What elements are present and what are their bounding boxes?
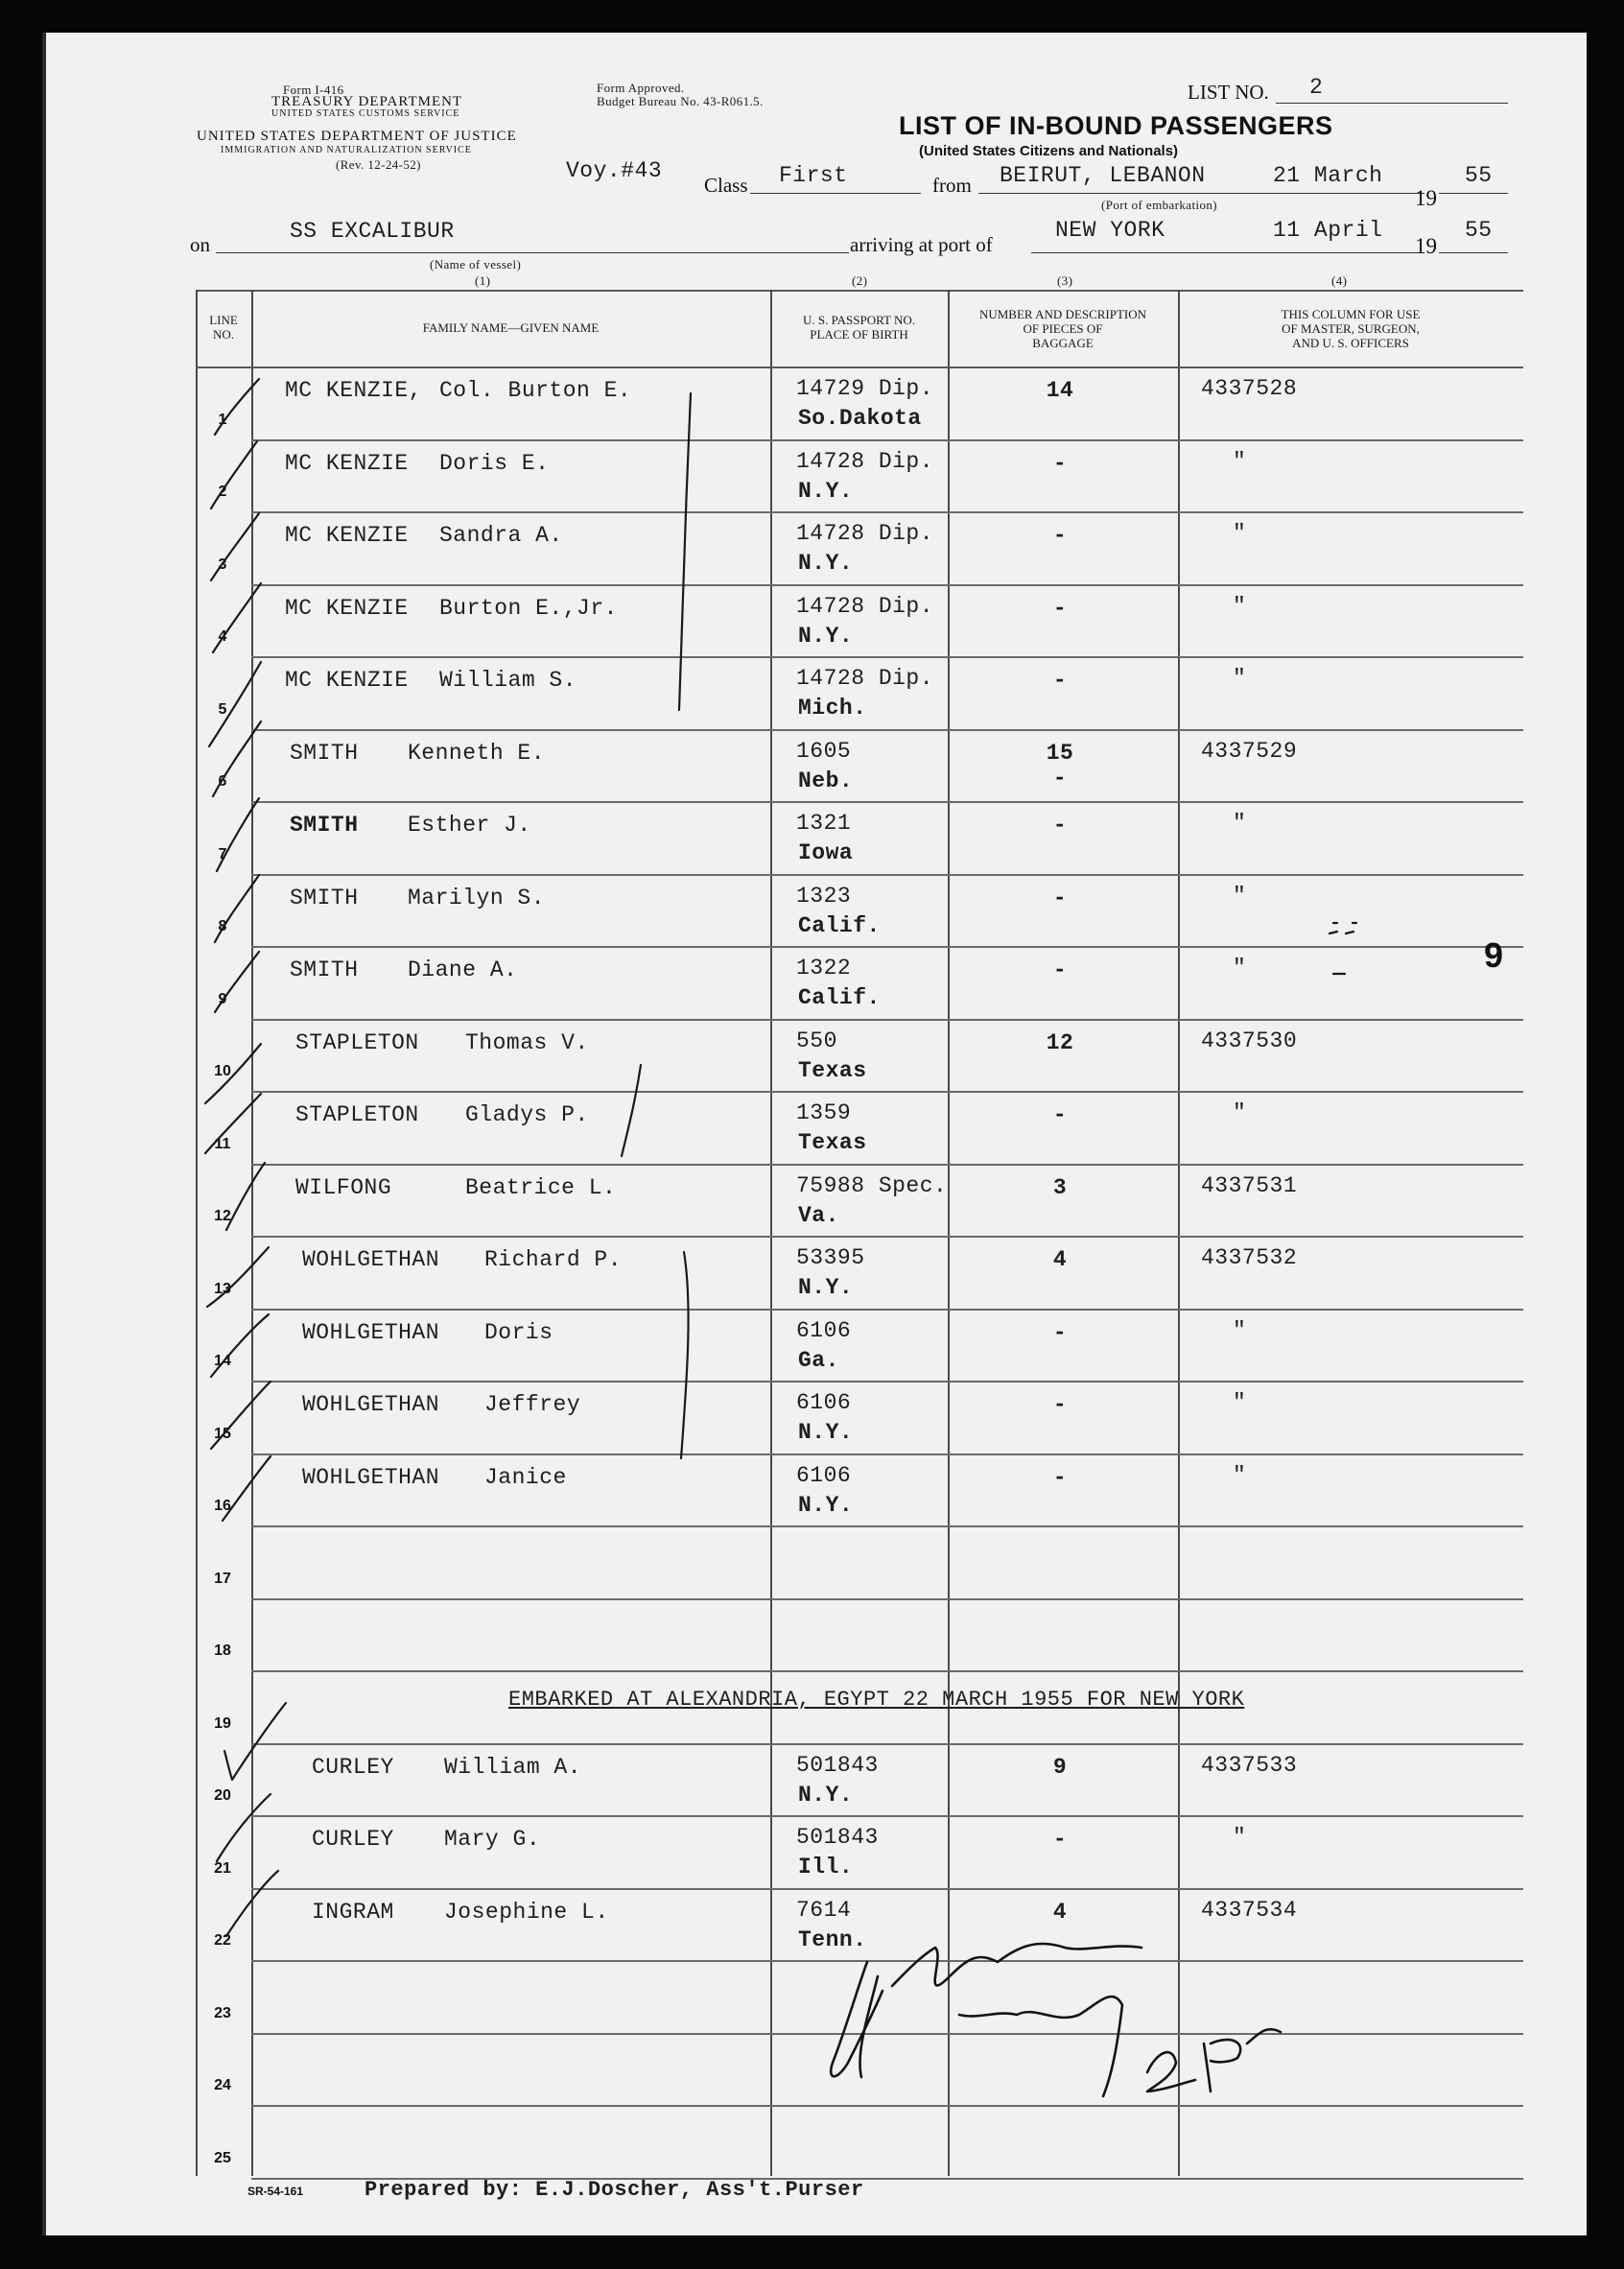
passport-number: 501843 [796,1825,879,1850]
family-name: WILFONG [295,1175,392,1200]
place-of-birth: Mich. [798,696,867,721]
given-name: William A. [444,1755,582,1780]
line-number: 20 [214,1787,231,1804]
baggage-count: - [1052,1102,1068,1127]
family-name: WOHLGETHAN [302,1247,440,1272]
place-of-birth: Va. [798,1203,839,1228]
officer-entry: 4337530 [1201,1028,1298,1053]
officer-entry: 4337533 [1201,1753,1298,1778]
arrival-date: 11 April [1273,218,1383,243]
footer-code: SR-54-161 [247,2185,304,2198]
on-label: on [190,233,210,256]
given-name: William S. [439,668,577,693]
check-mark [211,441,257,508]
baggage-count: 12 [1046,1030,1074,1055]
officer-entry: " [1233,1390,1247,1415]
family-name: STAPLETON [295,1030,419,1055]
passport-number: 6106 [796,1463,852,1488]
officer-entry: 4337528 [1201,376,1298,401]
embarkation-year: 55 [1465,163,1493,188]
officer-entry: 4337532 [1201,1245,1298,1270]
line-number: 21 [214,1860,231,1877]
family-name: MC KENZIE [285,596,409,621]
officer-entry: 4337534 [1201,1898,1298,1923]
given-name: Kenneth E. [408,741,546,766]
check-mark [211,513,259,580]
place-of-birth: Calif. [798,913,881,938]
line-number: 12 [214,1208,231,1224]
place-of-birth: N.Y. [798,1783,854,1808]
passport-number: 6106 [796,1318,852,1343]
line-number: 6 [218,773,227,790]
line-number: 18 [214,1643,231,1659]
baggage-count: - [1052,668,1068,693]
check-mark [211,1382,271,1449]
baggage-count: 3 [1052,1175,1068,1200]
given-name: Janice [484,1465,567,1490]
check-mark [226,1163,265,1230]
department-of-justice: UNITED STATES DEPARTMENT OF JUSTICE [197,129,517,144]
passport-number: 14729 Dip. [796,376,934,401]
given-name: Beatrice L. [465,1175,617,1200]
header-passport: U. S. PASSPORT NO. PLACE OF BIRTH [803,313,915,342]
baggage-count: - [1052,1320,1068,1345]
officer-entry: " [1233,884,1247,909]
given-name: Doris [484,1320,553,1345]
line-number: 19 [214,1715,231,1732]
family-name: SMITH [290,741,359,766]
passport-number: 1359 [796,1100,852,1125]
check-mark [207,1247,269,1307]
check-mark [226,1871,278,1936]
year-prefix: 19 [1415,234,1437,258]
column-number-2: (2) [852,273,868,288]
officer-entry: " [1233,1100,1247,1125]
check-mark [224,1703,286,1780]
arriving-label: arriving at port of [850,233,993,256]
officer-entry: " [1233,449,1247,474]
officer-entry: " [1233,521,1247,546]
baggage-count: - [1052,451,1068,476]
check-mark [215,875,259,942]
line-number: 3 [218,556,227,573]
passport-number: 7614 [796,1898,852,1923]
check-mark [213,583,261,652]
baggage-count: - [1052,813,1068,838]
family-name: MC KENZIE, [285,378,423,403]
family-name: STAPLETON [295,1102,419,1127]
check-mark [217,798,259,871]
family-name: CURLEY [312,1827,394,1852]
port-of-embarkation: BEIRUT, LEBANON [1000,163,1206,188]
line-number: 15 [214,1426,231,1442]
check-mark [213,721,261,796]
place-of-birth: Tenn. [798,1927,867,1952]
signature-image [831,1944,1281,2096]
given-name: Esther J. [408,813,531,838]
line-number: 9 [218,991,227,1007]
column-number-3: (3) [1057,273,1073,288]
page-title: LIST OF IN-BOUND PASSENGERS [899,111,1333,140]
line-number: 16 [214,1498,231,1514]
immigration-service: IMMIGRATION AND NATURALIZATION SERVICE [221,145,472,155]
check-mark [205,1094,261,1153]
list-no-label: LIST NO. [1188,81,1269,104]
class-value: First [779,163,848,188]
line-number: 1 [218,412,227,428]
arrival-year: 55 [1465,218,1493,243]
line-number: 25 [214,2150,231,2166]
line-number: 8 [218,918,227,934]
column-number-1: (1) [475,273,491,288]
place-of-birth: Texas [798,1058,867,1083]
check-mark [223,1456,271,1521]
place-of-birth: Iowa [798,840,854,865]
line-number: 5 [218,701,227,718]
officer-entry: " [1233,1463,1247,1488]
place-of-birth: N.Y. [798,551,854,576]
given-name: Col. Burton E. [439,378,632,403]
list-number: 2 [1309,75,1324,100]
passport-number: 14728 Dip. [796,521,934,546]
embarkation-note: EMBARKED AT ALEXANDRIA, EGYPT 22 MARCH 1955 FOR NEW YORK [508,1688,1245,1712]
passport-number: 53395 [796,1245,865,1270]
given-name: Thomas V. [465,1030,589,1055]
header-name: FAMILY NAME—GIVEN NAME [422,320,600,335]
baggage-count: 4 [1052,1247,1068,1272]
pencil-marks [1330,923,1356,974]
bracket-line [679,393,691,710]
baggage-count: - [1052,1392,1068,1417]
passport-number: 1323 [796,884,852,909]
given-name: Josephine L. [444,1900,609,1925]
place-of-birth: Texas [798,1130,867,1155]
line-number: 17 [214,1571,231,1587]
passport-number: 1322 [796,956,852,981]
arrival-port: NEW YORK [1055,218,1165,243]
baggage-count: - [1052,957,1068,982]
given-name: Jeffrey [484,1392,581,1417]
given-name: Diane A. [408,957,518,982]
voyage-number: Voy.#43 [566,158,663,183]
baggage-count: 4 [1052,1900,1068,1925]
line-number: 2 [218,484,227,500]
header-line-no: LINE NO. [209,313,238,342]
line-number: 14 [214,1353,231,1369]
bracket-line [622,1065,641,1156]
check-mark [215,379,259,435]
officer-entry: " [1233,1318,1247,1343]
family-name: SMITH [290,813,359,838]
place-of-birth: Ill. [798,1855,854,1879]
margin-mark: 9 [1484,935,1504,975]
family-name: SMITH [290,886,359,910]
from-label: from [932,174,972,197]
year-prefix: 19 [1415,186,1437,210]
baggage-count: 9 [1052,1755,1068,1780]
given-name: Sandra A. [439,523,563,548]
revision-date: (Rev. 12-24-52) [336,157,421,172]
family-name: WOHLGETHAN [302,1320,440,1345]
family-name: MC KENZIE [285,451,409,476]
place-of-birth: Calif. [798,985,881,1010]
vessel-name: SS EXCALIBUR [290,219,455,244]
passport-number: 1605 [796,739,852,764]
family-name: MC KENZIE [285,668,409,693]
place-of-birth: So.Dakota [798,406,922,431]
given-name: Marilyn S. [408,886,546,910]
officer-entry: " [1233,594,1247,619]
place-of-birth: Neb. [798,768,854,793]
officer-entry: 4337529 [1201,739,1298,764]
line-number: 10 [214,1063,231,1079]
officer-entry: " [1233,811,1247,836]
baggage-count: - [1052,766,1068,791]
passport-number: 6106 [796,1390,852,1415]
line-number: 13 [214,1281,231,1297]
prepared-by: Prepared by: E.J.Doscher, Ass't.Purser [365,2178,864,2202]
baggage-count: - [1052,596,1068,621]
form-number: Form I-416 [283,83,344,97]
line-number: 11 [214,1136,231,1152]
line-number: 7 [218,846,227,863]
bracket-line [681,1252,689,1458]
given-name: Burton E.,Jr. [439,596,618,621]
header-baggage: NUMBER AND DESCRIPTION OF PIECES OF BAGGAGE [978,307,1147,350]
embarkation-date: 21 March [1273,163,1383,188]
check-mark [217,1794,271,1861]
passport-number: 1321 [796,811,852,836]
place-of-birth: Ga. [798,1348,839,1373]
given-name: Mary G. [444,1827,541,1852]
budget-bureau: Budget Bureau No. 43-R061.5. [597,94,764,108]
passport-number: 14728 Dip. [796,666,934,691]
place-of-birth: N.Y. [798,1420,854,1445]
family-name: CURLEY [312,1755,394,1780]
place-of-birth: N.Y. [798,1275,854,1300]
officer-entry: 4337531 [1201,1173,1298,1198]
family-name: MC KENZIE [285,523,409,548]
family-name: SMITH [290,957,359,982]
given-name: Richard P. [484,1247,623,1272]
header-officers: THIS COLUMN FOR USE OF MASTER, SURGEON, AND U. S. OFFICERS [1281,307,1421,350]
baggage-count: 14 [1046,378,1074,403]
check-mark [211,1314,269,1377]
family-name: INGRAM [312,1900,394,1925]
passport-number: 75988 Spec. [796,1173,948,1198]
customs-service: UNITED STATES CUSTOMS SERVICE [271,108,460,119]
check-mark [205,1044,261,1103]
baggage-count: 15 [1046,741,1074,766]
vessel-caption: (Name of vessel) [430,257,522,272]
baggage-count: - [1052,1465,1068,1490]
passport-number: 14728 Dip. [796,449,934,474]
line-number: 22 [214,1932,231,1949]
passport-number: 14728 Dip. [796,594,934,619]
baggage-count: - [1052,523,1068,548]
baggage-count: - [1052,886,1068,910]
place-of-birth: N.Y. [798,1493,854,1518]
given-name: Gladys P. [465,1102,589,1127]
check-mark [215,952,259,1012]
family-name: WOHLGETHAN [302,1392,440,1417]
given-name: Doris E. [439,451,550,476]
line-number: 24 [214,2077,231,2093]
passport-number: 550 [796,1028,837,1053]
column-number-4: (4) [1331,273,1348,288]
form-approved: Form Approved. [597,81,685,95]
officer-entry: " [1233,666,1247,691]
officer-entry: " [1233,956,1247,981]
place-of-birth: N.Y. [798,624,854,649]
line-number: 4 [218,628,227,645]
family-name: WOHLGETHAN [302,1465,440,1490]
baggage-count: - [1052,1827,1068,1852]
port-caption: (Port of embarkation) [1101,198,1218,212]
officer-entry: " [1233,1825,1247,1850]
page-subtitle: (United States Citizens and Nationals) [919,143,1179,159]
passport-number: 501843 [796,1753,879,1778]
line-number: 23 [214,2005,231,2021]
treasury-department: TREASURY DEPARTMENT [271,94,463,109]
class-label: Class [704,174,748,197]
place-of-birth: N.Y. [798,479,854,504]
